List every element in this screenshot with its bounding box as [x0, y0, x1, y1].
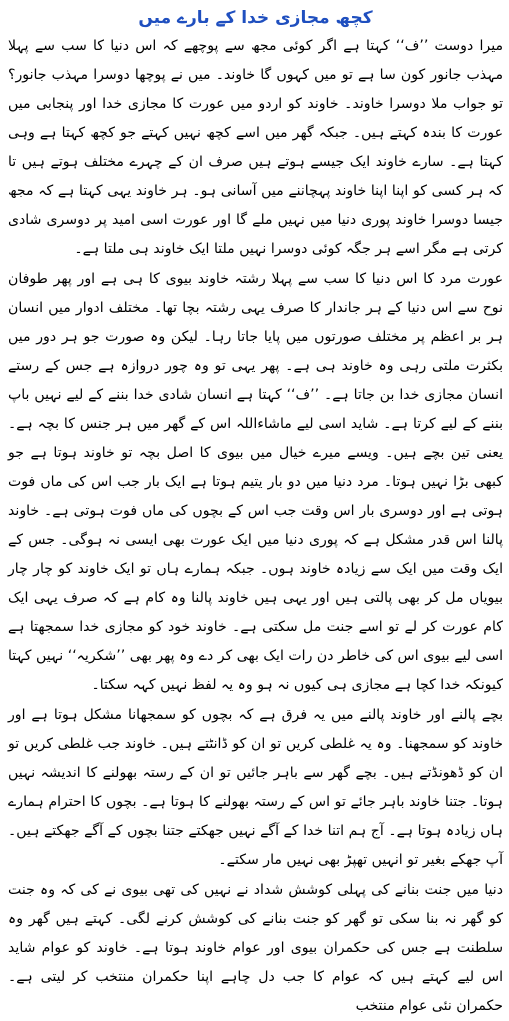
article-paragraph-4: دنیا میں جنت بنانے کی پہلی کوشش شداد نے نہیں کی تھی بیوی نے کی کہ وہ جنت کو گھر نہ بنا سکی تو گھر کو جنت بنانے کی کوشش کرنے لگی۔ کہتے ہیں گھر وہ سلطنت ہے جس کی حکمران بیوی اور عوام خاوند ہوتا ہے۔ خاوند کو عوام شاید اس لیے کہتے ہیں کہ عوام کا جب دل چاہے اپنا حکمران منتخب کر لیتی ہے۔ حکمران نئی عوام منتخب [8, 882, 503, 1014]
article-paragraph-2: عورت مرد کا اس دنیا کا سب سے پہلا رشتہ خاوند بیوی کا ہی ہے اور پھر طوفان نوح سے اس دنیا کے ہر جاندار کا صرف یہی رشتہ بچا تھا۔ مختلف ادوار میں انسان ہر بر اعظم پر مختلف صورتوں میں پایا جاتا رہا۔ لیکن وہ صورت جو ہر دور میں بکثرت ملتی رہی وہ خاوند ہی ہے۔ پھر یہی تو وہ چور دروازہ ہے جس کے رستے انسان مجازی خدا بن جاتا ہے۔ ’’ف‘‘ کہتا ہے انسان شادی خدا بننے کے لیے نہیں باپ بننے کے لیے کرتا ہے۔ شاید اسی لیے ماشاءاللہ اس کے گھر میں ہر جنس کا بچہ ہے۔ یعنی تین بچے ہیں۔ ویسے میرے خیال میں بیوی کا اصل بچہ تو خاوند ہوتا ہے جو کبھی بڑا نہیں ہوتا۔ مرد دنیا میں دو بار یتیم ہوتا ہے ایک بار جب اس کی ماں فوت ہوتی ہے اور دوسری بار اس وقت جب اس کے بچوں کی ماں فوت ہوتی ہے۔ خاوند پالنا اس قدر مشکل ہے کہ پوری دنیا میں ایک عورت بھی ایسی نہ ہوگی۔ جس کے ایک وقت میں ایک سے زیادہ خاوند ہوں۔ جبکہ ہمارے ہاں تو ایک خاوند کو چار چار بیویاں مل کر بھی پالتی ہیں اور یہی ہیں خاوند پالنا وہ کام ہے کہ صرف یہی ایک کام عورت کر لے تو اسے جنت مل سکتی ہے۔ خاوند خود کو مجازی خدا سمجھتا ہے اسی لیے بیوی اس کی خاطر دن رات ایک بھی کر دے وہ پھر بھی ’’شکریہ‘‘ نہیں کہتا کیونکہ خدا کچا ہے مجازی ہی کیوں نہ ہو وہ یہ لفظ نہیں کہہ سکتا۔ [8, 271, 503, 693]
article-paragraph-1: میرا دوست ’’ف‘‘ کہتا ہے اگر کوئی مجھ سے پوچھے کہ اس دنیا کا سب سے پہلا مہذب جانور کون سا ہے تو میں کہوں گا خاوند۔ میں نے پوچھا دوسرا مہذب جانور؟ تو جواب ملا دوسرا خاوند۔ خاوند کو اردو میں عورت کا مجازی خدا اور پنجابی میں عورت کا بندہ کہتے ہیں۔ جبکہ گھر میں اسے کچھ نہیں کہتے جو کچھ کہتا ہے وہی کہتا ہے۔ سارے خاوند ایک جیسے ہوتے ہیں صرف ان کے چہرے مختلف ہوتے ہیں تا کہ ہر کسی کو اپنا اپنا خاوند پہچاننے میں آسانی ہو۔ ہر خاوند یہی کہتا ہے کہ مجھ جیسا دوسرا خاوند پوری دنیا میں نہیں ملے گا اور عورت اسی امید پر دوسری شادی کرتی ہے مگر اسے ہر جگہ کوئی دوسرا نہیں ملتا ایک خاوند ہی ملتا ہے۔ [8, 38, 503, 257]
article-paragraph-3: بچے پالنے اور خاوند پالنے میں یہ فرق ہے کہ بچوں کو سمجھانا مشکل ہوتا ہے اور خاوند کو سمجھنا۔ وہ یہ غلطی کریں تو ان کو ڈانٹتے ہیں۔ خاوند جب غلطی کریں تو ان کو ڈھونڈتے ہیں۔ بچے گھر سے باہر جائیں تو ان کے رستہ بھولنے کا اندیشہ نہیں ہوتا۔ جتنا خاوند باہر جائے تو اس کے رستہ بھولنے کا ہوتا ہے۔ بچوں کا احترام ہمارے ہاں زیادہ ہوتا ہے۔ آج ہم اتنا خدا کے آگے نہیں جھکتے جتنا بچوں کے آگے جھکتے ہیں۔ آپ جھکے بغیر تو انہیں تھپڑ بھی نہیں مار سکتے۔ [8, 707, 503, 868]
article-title: کچھ مجازی خدا کے بارے میں [138, 8, 373, 28]
